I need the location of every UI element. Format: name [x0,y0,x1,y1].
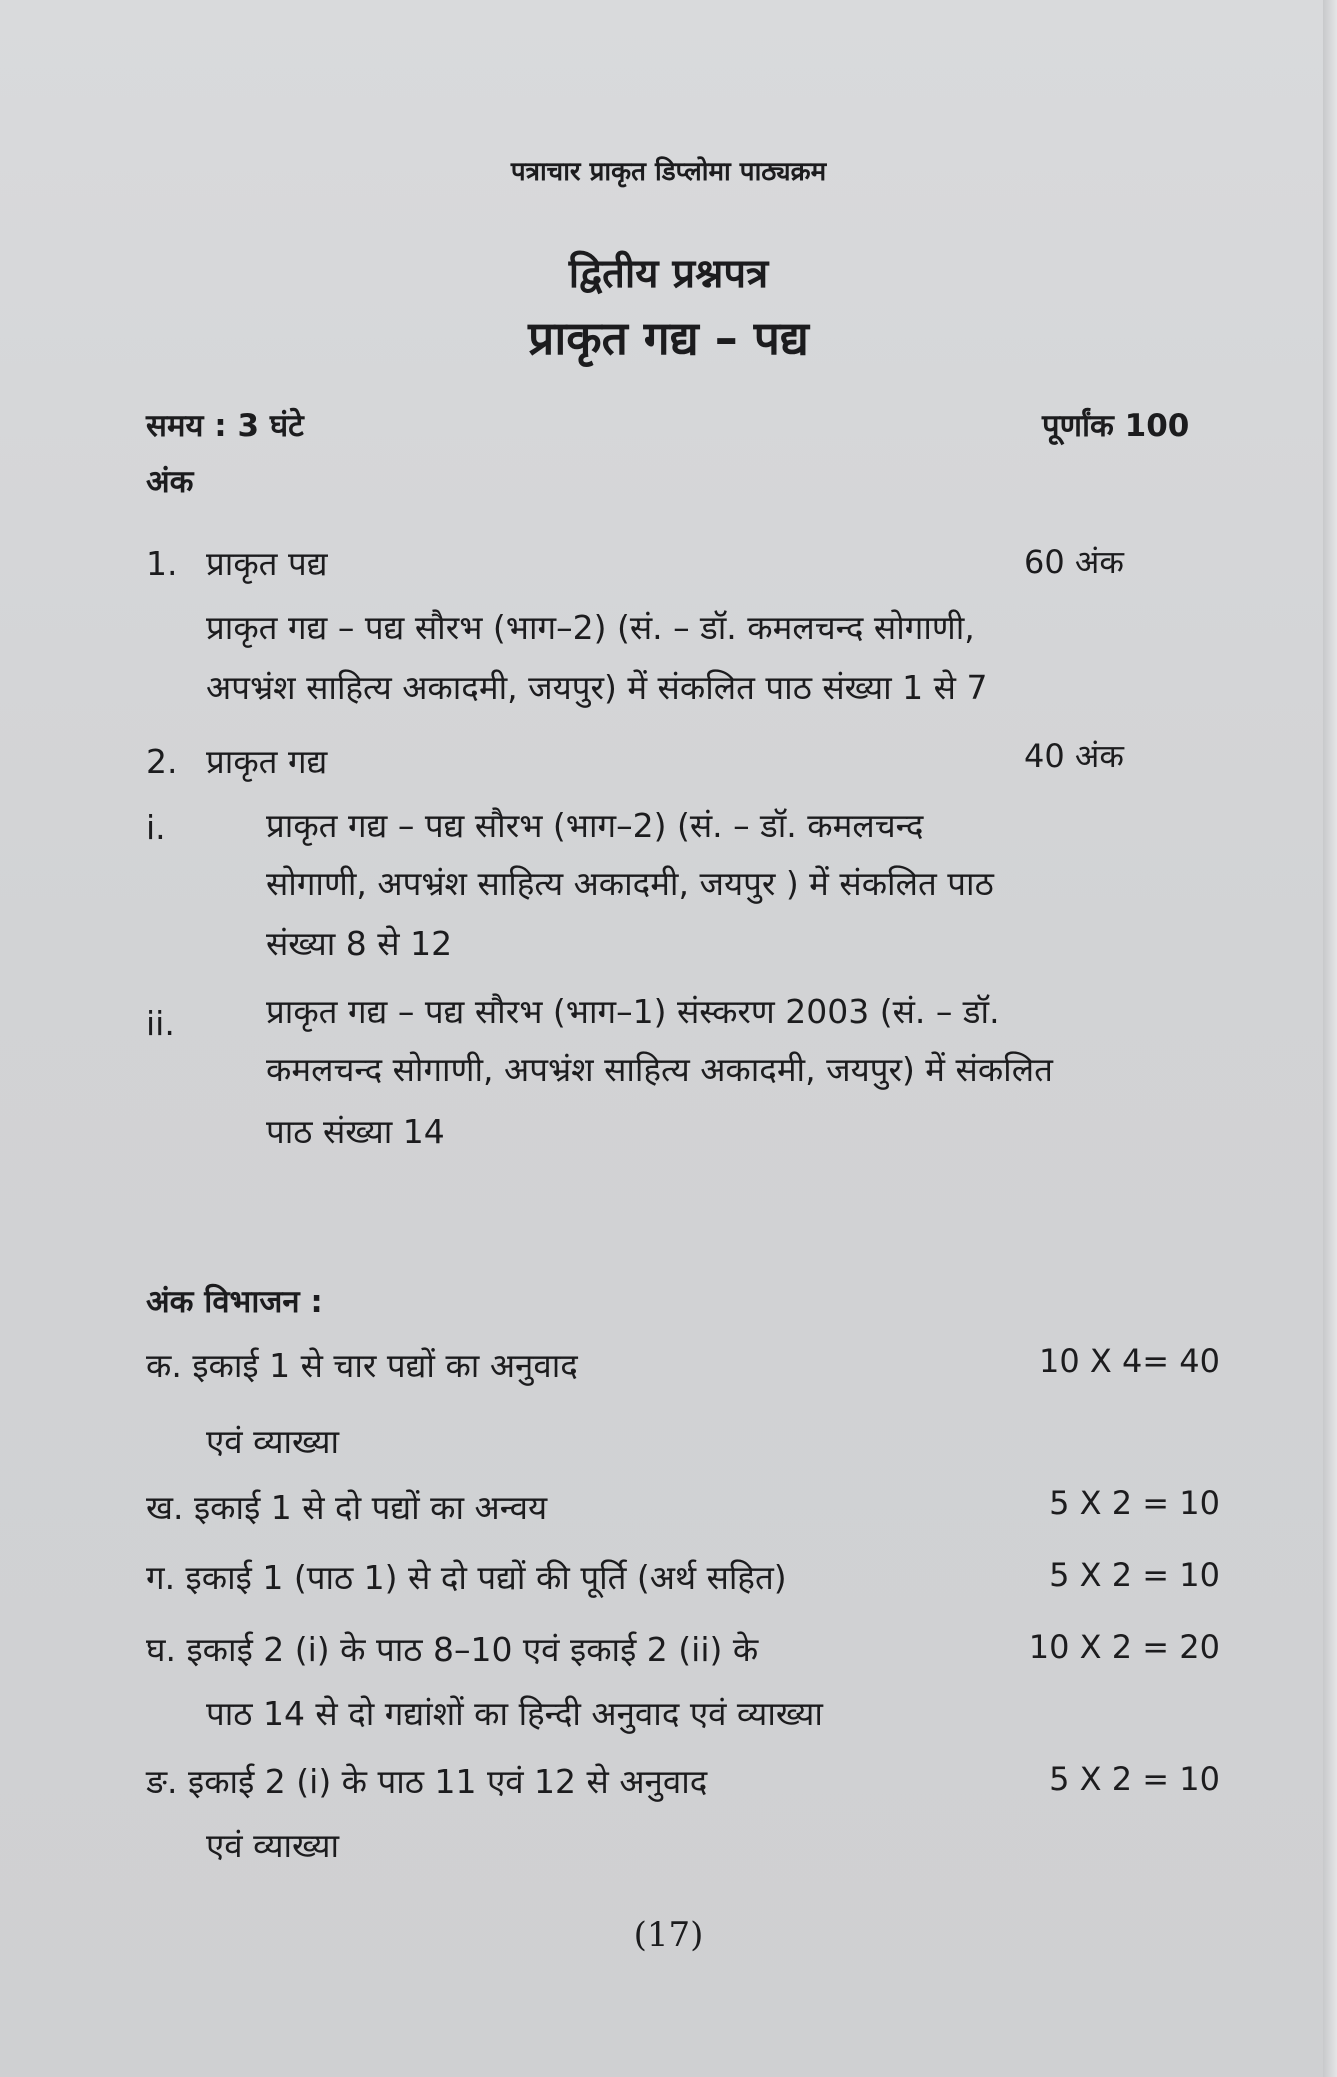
unit-1-marks: 60 अंक [1024,543,1124,581]
full-marks: पूर्णांक 100 [1042,408,1190,444]
paper-title: द्वितीय प्रश्नपत्र [568,251,769,297]
distribution-d-line-1: घ. इकाई 2 (i) के पाठ 8–10 एवं इकाई 2 (ii) के [146,1630,759,1669]
unit-1-line-1: प्राकृत गद्य – पद्य सौरभ (भाग–2) (सं. – डॉ. कमलचन्द सोगाणी, [206,608,975,647]
unit-1-title: प्राकृत पद्य [206,544,328,583]
distribution-e-marks: 5 X 2 = 10 [1049,1760,1220,1798]
distribution-c-line-1: ग. इकाई 1 (पाठ 1) से दो पद्यों की पूर्ति (अर्थ सहित) [146,1558,787,1597]
subitem-i-line-2: सोगाणी, अपभ्रंश साहित्य अकादमी, जयपुर ) में संकलित पाठ [266,864,994,903]
unit-2-title: प्राकृत गद्य [206,742,328,781]
subitem-i-label: i. [146,808,166,847]
subitem-i-line-1: प्राकृत गद्य – पद्य सौरभ (भाग–2) (सं. – डॉ. कमलचन्द [266,806,924,845]
page-number: (17) [633,1915,704,1955]
distribution-heading: अंक विभाजन : [146,1284,323,1320]
unit-1-line-2: अपभ्रंश साहित्य अकादमी, जयपुर) में संकलित पाठ संख्या 1 से 7 [206,668,988,707]
paper-subtitle: प्राकृत गद्य – पद्य [528,311,809,365]
unit-1-number: 1. [146,544,178,583]
distribution-a-marks: 10 X 4= 40 [1038,1342,1220,1380]
marks-word: अंक [146,464,194,500]
distribution-c-marks: 5 X 2 = 10 [1049,1556,1220,1594]
subitem-i-line-3: संख्या 8 से 12 [266,924,453,963]
subitem-ii-line-3: पाठ संख्या 14 [266,1112,445,1151]
unit-2-marks: 40 अंक [1024,737,1124,775]
subitem-ii-line-1: प्राकृत गद्य – पद्य सौरभ (भाग–1) संस्करण 2003 (सं. – डॉ. [266,992,1000,1031]
distribution-d-marks: 10 X 2 = 20 [1028,1628,1220,1666]
distribution-b-marks: 5 X 2 = 10 [1049,1484,1220,1522]
distribution-e-line-1: ङ. इकाई 2 (i) के पाठ 11 एवं 12 से अनुवाद [146,1762,708,1801]
distribution-a-line-2: एवं व्याख्या [206,1422,340,1461]
distribution-a-line-1: क. इकाई 1 से चार पद्यों का अनुवाद [146,1346,578,1385]
subitem-ii-line-2: कमलचन्द सोगाणी, अपभ्रंश साहित्य अकादमी, जयपुर) में संकलित [266,1050,1053,1089]
distribution-b-line-1: ख. इकाई 1 से दो पद्यों का अन्वय [146,1488,548,1527]
time-label: समय : 3 घंटे [146,408,304,444]
course-header: पत्राचार प्राकृत डिप्लोमा पाठ्यक्रम [510,157,827,187]
unit-2-number: 2. [146,742,178,781]
subitem-ii-label: ii. [146,1004,175,1043]
distribution-d-line-2: पाठ 14 से दो गद्यांशों का हिन्दी अनुवाद एवं व्याख्या [206,1694,823,1733]
distribution-e-line-2: एवं व्याख्या [206,1826,340,1865]
